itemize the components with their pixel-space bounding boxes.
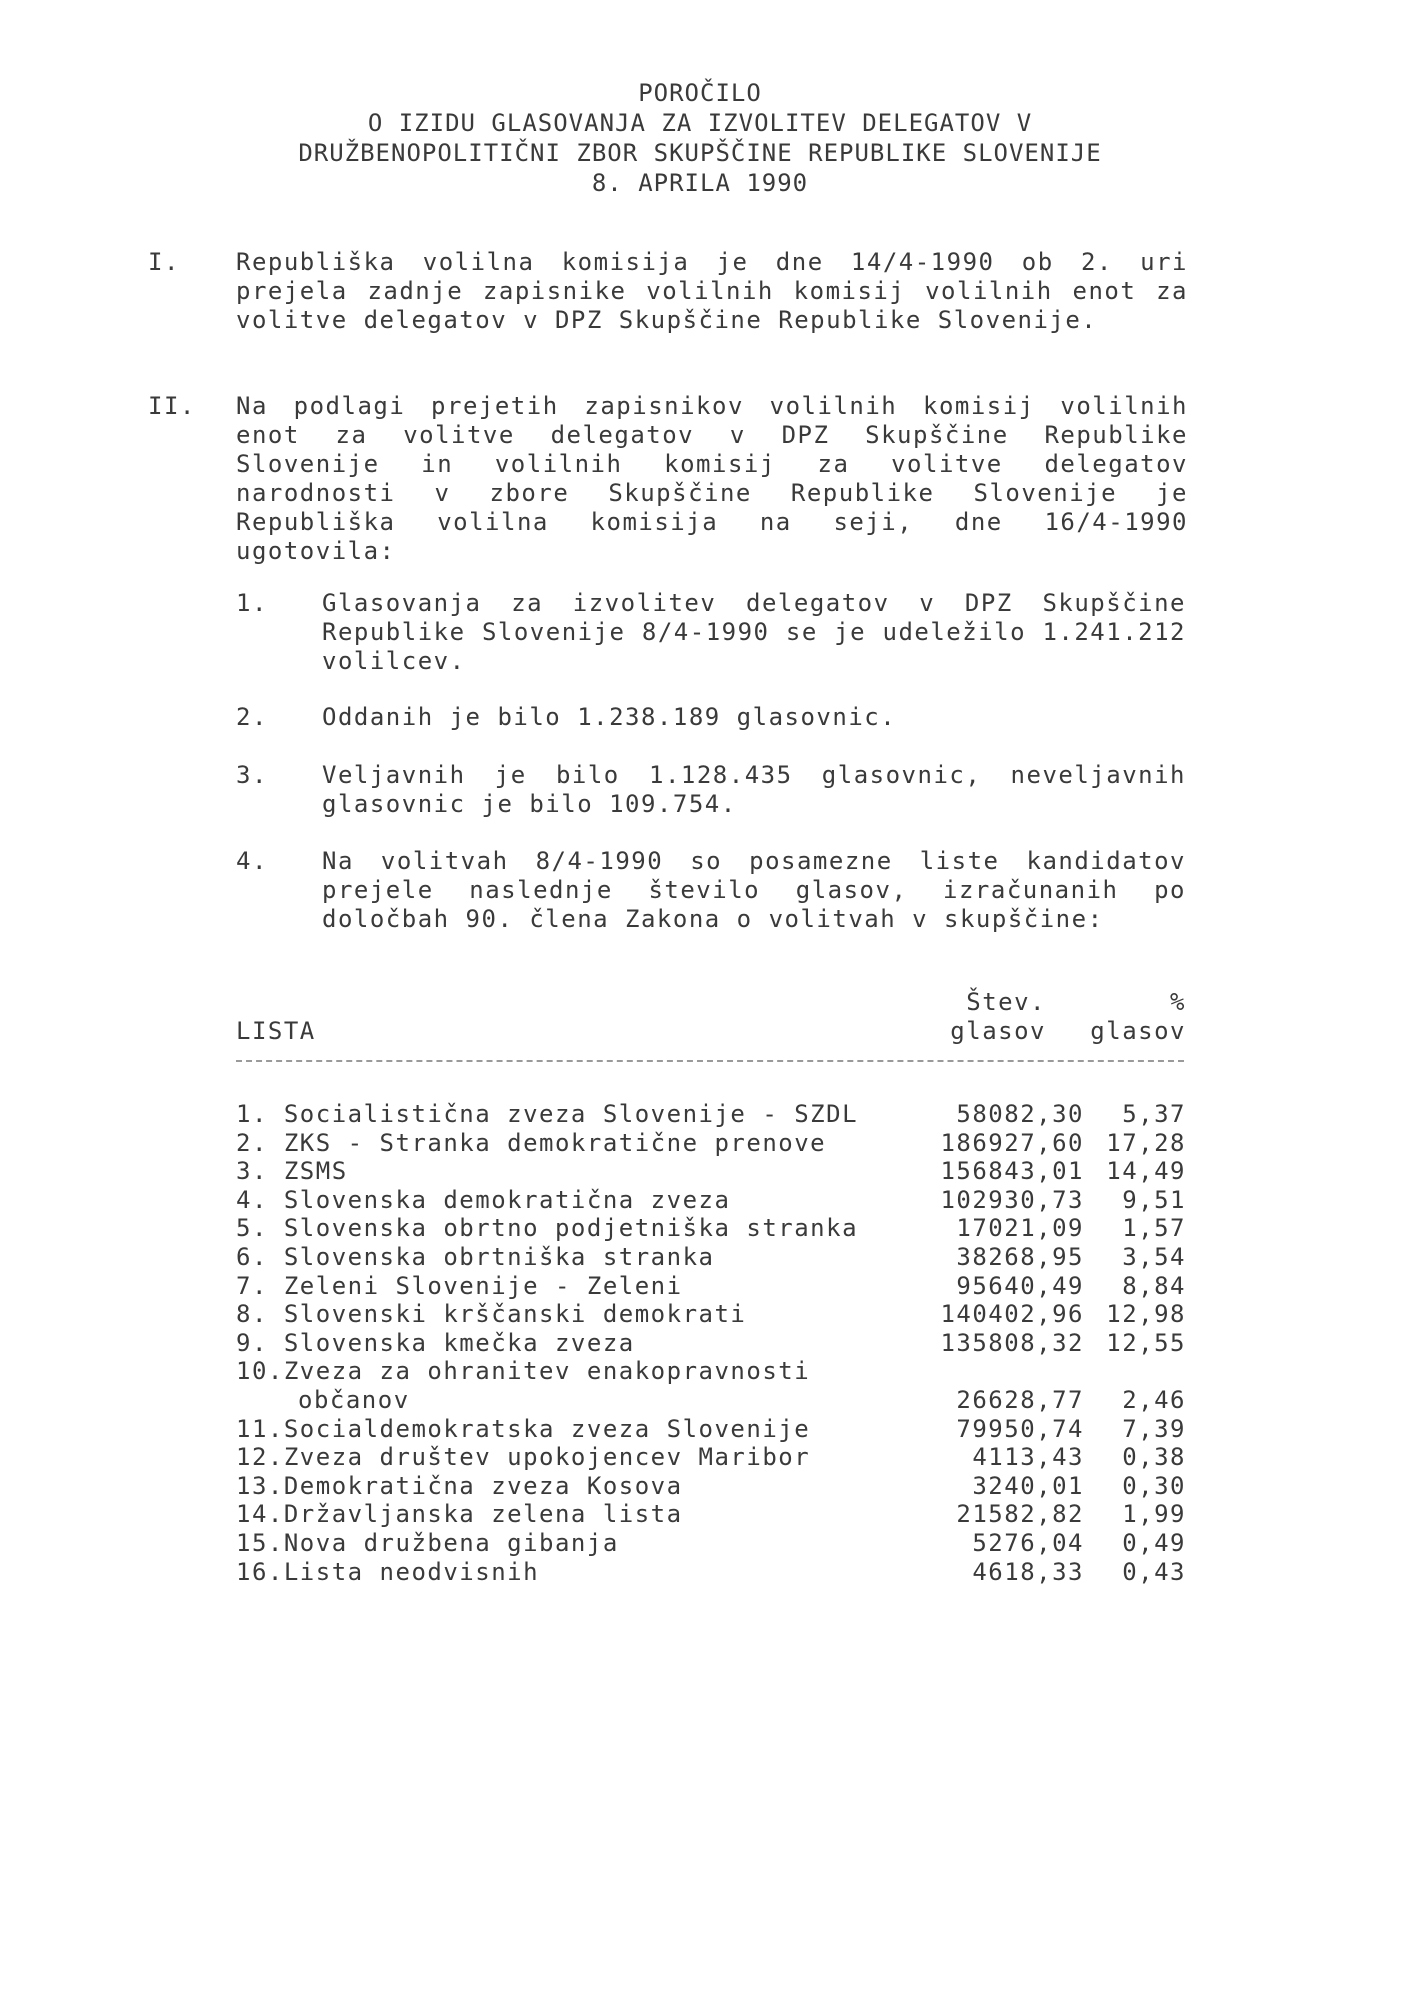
row-votes: 79950,74 bbox=[956, 1414, 1084, 1443]
row-votes: 140402,96 bbox=[940, 1300, 1084, 1329]
row-votes: 58082,30 bbox=[956, 1100, 1084, 1128]
row-votes: 186927,60 bbox=[940, 1128, 1084, 1157]
row-party: 15.Nova družbena gibanja bbox=[236, 1528, 619, 1557]
row-percent: 8,84 bbox=[1122, 1271, 1186, 1300]
table-row bbox=[236, 1357, 1186, 1414]
table-row bbox=[236, 1415, 1186, 1444]
row-votes: 5276,04 bbox=[972, 1528, 1084, 1557]
row-percent: 0,49 bbox=[1122, 1528, 1186, 1557]
item-number: 3. bbox=[236, 761, 268, 789]
row-party: 2. ZKS - Stranka demokratične prenove bbox=[236, 1128, 827, 1157]
row-party: 12.Zveza društev upokojencev Maribor bbox=[236, 1443, 811, 1472]
row-percent: 0,30 bbox=[1122, 1471, 1186, 1500]
item-text: Veljavnih je bilo 1.128.435 glasovnic, neveljavnih glasovnic je bilo 109.754. bbox=[322, 761, 1186, 818]
list-item bbox=[236, 589, 1186, 676]
column-header-percent-line-2: glasov bbox=[1090, 1017, 1186, 1045]
item-text: Glasovanja za izvolitev delegatov v DPZ Skupščine Republike Slovenije 8/4-1990 se je udeležilo 1.241.212 volilcev. bbox=[322, 589, 1186, 675]
title-line-2-part-3: DELEGATOV bbox=[862, 109, 1002, 137]
row-votes: 38268,95 bbox=[956, 1242, 1084, 1271]
table-row bbox=[236, 1129, 1186, 1158]
table-divider bbox=[236, 1060, 1184, 1062]
title-line-2 bbox=[215, 108, 1185, 138]
row-party: 1. Socialistična zveza Slovenije - SZDL bbox=[236, 1100, 859, 1128]
section-2-text: Na podlagi prejetih zapisnikov volilnih komisij volilnih enot za volitve delegatov v DPZ Skupščine Republike Slovenije in volilnih komisij za volitve delegatov narodnosti v zbore Skupščine Republike Slovenije je Republiška volilna komisija na seji, dne 16/4-1990 ugotovila: bbox=[236, 392, 1188, 565]
row-votes: 26628,77 bbox=[956, 1385, 1084, 1414]
row-votes: 3240,01 bbox=[972, 1471, 1084, 1500]
row-percent: 5,37 bbox=[1122, 1100, 1186, 1128]
column-header-votes bbox=[936, 988, 1046, 1046]
title-line-1: POROČILO bbox=[638, 79, 762, 107]
item-number: 1. bbox=[236, 589, 268, 617]
results-table-body bbox=[236, 1100, 1186, 1586]
section-1-text: Republiška volilna komisija je dne 14/4-1990 ob 2. uri prejela zadnje zapisnike volilnih komisij volilnih enot za volitve delegatov v DPZ Skupščine Republike Slovenije. bbox=[236, 248, 1188, 334]
table-row bbox=[236, 1500, 1186, 1529]
row-percent: 14,49 bbox=[1106, 1157, 1186, 1186]
table-row bbox=[236, 1100, 1186, 1129]
table-row bbox=[236, 1186, 1186, 1215]
row-votes: 102930,73 bbox=[940, 1185, 1084, 1214]
list-item bbox=[236, 847, 1186, 934]
row-party: 16.Lista neodvisnih bbox=[236, 1557, 540, 1586]
title-line-2-part-1: O IZIDU GLASOVANJA ZA bbox=[367, 109, 693, 137]
table-row bbox=[236, 1529, 1186, 1558]
row-party: 14.Državljanska zelena lista bbox=[236, 1500, 683, 1529]
table-row bbox=[236, 1272, 1186, 1301]
row-percent: 12,98 bbox=[1106, 1300, 1186, 1329]
row-percent: 9,51 bbox=[1122, 1185, 1186, 1214]
row-percent: 0,43 bbox=[1122, 1557, 1186, 1586]
row-percent: 1,99 bbox=[1122, 1500, 1186, 1529]
section-2 bbox=[148, 392, 1188, 566]
row-percent: 7,39 bbox=[1122, 1414, 1186, 1443]
row-votes: 21582,82 bbox=[956, 1500, 1084, 1529]
row-votes: 156843,01 bbox=[940, 1157, 1084, 1186]
row-percent: 1,57 bbox=[1122, 1214, 1186, 1243]
column-header-lista: LISTA bbox=[236, 1017, 316, 1045]
row-party: 7. Zeleni Slovenije - Zeleni bbox=[236, 1271, 683, 1300]
item-text: Oddanih je bilo 1.238.189 glasovnic. bbox=[322, 703, 897, 731]
section-1-number: I. bbox=[148, 248, 180, 276]
table-row bbox=[236, 1329, 1186, 1358]
item-number: 2. bbox=[236, 703, 268, 731]
row-votes: 17021,09 bbox=[956, 1214, 1084, 1243]
list-item bbox=[236, 761, 1186, 819]
title-line-3: DRUŽBENOPOLITIČNI ZBOR SKUPŠČINE REPUBLIKE SLOVENIJE bbox=[298, 139, 1102, 167]
section-2-number: II. bbox=[148, 392, 196, 420]
section-1 bbox=[148, 248, 1188, 335]
title-line-2-part-4: V bbox=[1016, 109, 1033, 137]
table-row bbox=[236, 1443, 1186, 1472]
item-text: Na volitvah 8/4-1990 so posamezne liste kandidatov prejele naslednje število glasov, izračunanih po določbah 90. člena Zakona o volitvah v skupščine: bbox=[322, 847, 1186, 933]
row-votes: 95640,49 bbox=[956, 1271, 1084, 1300]
row-party: 8. Slovenski krščanski demokrati bbox=[236, 1300, 747, 1329]
column-header-votes-line-1: Štev. bbox=[966, 988, 1046, 1016]
row-party: 4. Slovenska demokratična zveza bbox=[236, 1185, 731, 1214]
row-votes: 4618,33 bbox=[972, 1557, 1084, 1586]
table-row bbox=[236, 1214, 1186, 1243]
table-row bbox=[236, 1243, 1186, 1272]
report-title bbox=[215, 78, 1185, 198]
row-votes: 135808,32 bbox=[940, 1328, 1084, 1357]
row-party: 5. Slovenska obrtno podjetniška stranka bbox=[236, 1214, 859, 1243]
row-party: 13.Demokratična zveza Kosova bbox=[236, 1471, 683, 1500]
table-row bbox=[236, 1157, 1186, 1186]
title-line-4: 8. APRILA 1990 bbox=[591, 169, 809, 197]
list-item bbox=[236, 703, 1186, 732]
title-line-2-part-2: IZVOLITEV bbox=[707, 109, 847, 137]
row-percent: 0,38 bbox=[1122, 1443, 1186, 1472]
column-header-votes-line-2: glasov bbox=[950, 1017, 1046, 1045]
row-party-continued: občanov bbox=[298, 1385, 410, 1414]
row-percent: 17,28 bbox=[1106, 1128, 1186, 1157]
row-party: 3. ZSMS bbox=[236, 1157, 348, 1186]
column-header-percent-line-1: % bbox=[1170, 988, 1186, 1016]
column-header-percent bbox=[1066, 988, 1186, 1046]
row-votes: 4113,43 bbox=[972, 1443, 1084, 1472]
results-table-header bbox=[236, 988, 1184, 1048]
row-party: 11.Socialdemokratska zveza Slovenije bbox=[236, 1414, 811, 1443]
row-party: 6. Slovenska obrtniška stranka bbox=[236, 1242, 715, 1271]
table-row bbox=[236, 1300, 1186, 1329]
row-percent: 2,46 bbox=[1122, 1385, 1186, 1414]
row-party: 10.Zveza za ohranitev enakopravnosti bbox=[236, 1357, 811, 1386]
item-number: 4. bbox=[236, 847, 268, 875]
row-percent: 12,55 bbox=[1106, 1328, 1186, 1357]
row-party: 9. Slovenska kmečka zveza bbox=[236, 1328, 635, 1357]
row-percent: 3,54 bbox=[1122, 1242, 1186, 1271]
table-row bbox=[236, 1558, 1186, 1587]
table-row bbox=[236, 1472, 1186, 1501]
